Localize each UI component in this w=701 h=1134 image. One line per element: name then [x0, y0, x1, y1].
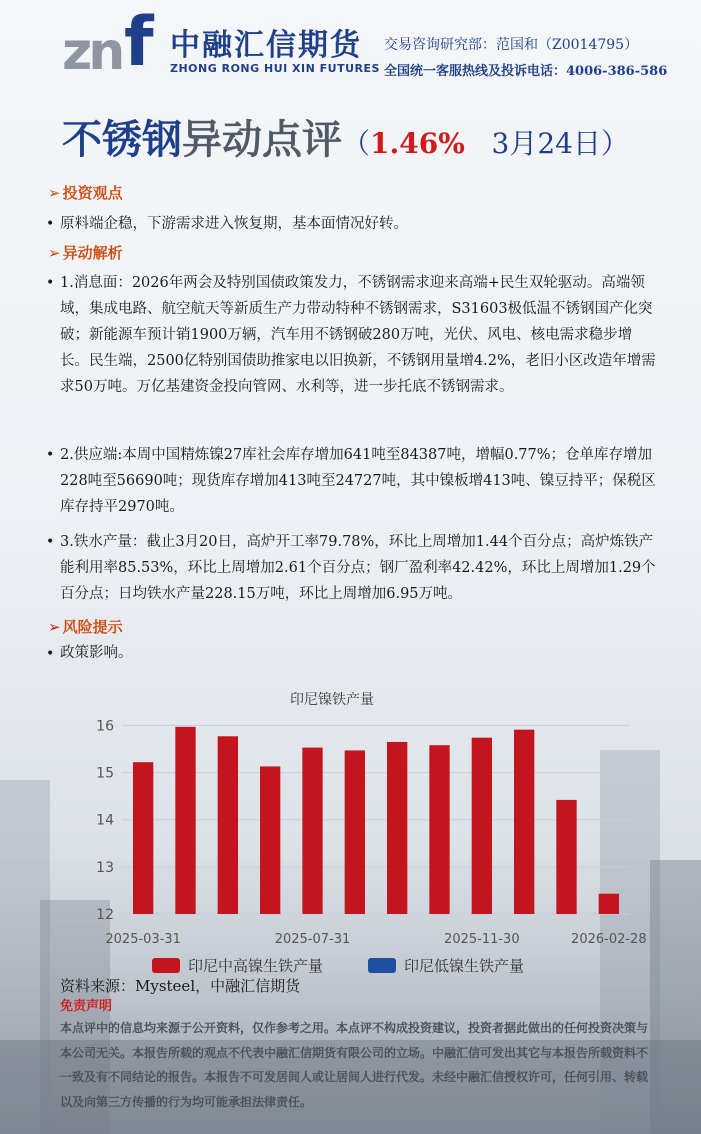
legend-label: 印尼低镍生铁产量	[404, 957, 525, 975]
disclaimer-title: 免责声明	[60, 999, 113, 1014]
section-risk	[48, 616, 123, 637]
bar-2025-05-31	[218, 736, 238, 914]
logo-mark-f: f	[124, 3, 154, 82]
bar-2025-10-31	[429, 745, 449, 914]
logo-mark-zn: zn	[62, 22, 122, 82]
bar-2026-01-31	[556, 800, 576, 914]
section-risk-title: 风险提示	[62, 618, 123, 636]
disclaimer-text: 本点评中的信息均来源于公开资料，仅作参考之用。本点评不构成投资建议，投资者据此做出的任何投资决策与本公司无关。本报告所载的观点不代表中融汇信期货有限公司的立场。中融汇信可发出其它与本报告所载资料不一致及有不同结论的报告。本报告不可发居间人或让居间人进行代发。未经中融汇信授权许可，任何引用、转载以及向第三方传播的行为均可能承担法律责任。	[60, 1021, 649, 1109]
legend-swatch	[152, 958, 180, 973]
logo-english-name: ZHONG RONG HUI XIN FUTURES	[170, 62, 380, 75]
y-tick-label: 15	[96, 765, 114, 782]
bar-2025-11-30	[472, 738, 492, 914]
analysis-point-2: 2.供应端:本周中国精炼镍27库社会库存增加641吨至84387吨，增幅0.77%；仓单库存增加228吨至56690吨；现货库存增加413吨至24727吨，其中镍板增413吨、镍豆持平；保税区库存持平2970吨。	[60, 447, 656, 515]
page-title	[62, 112, 629, 176]
x-tick-label: 2026-02-28	[571, 932, 647, 947]
analysis-point-3: 3.铁水产量：截止3月20日，高炉开工率79.78%，环比上周增加1.44个百分点；高炉炼铁产能利用率85.53%，环比上周增加2.61个百分点；钢厂盈利率42.42%，环比上周增加1.29个百分点；日均铁水产量228.15万吨，环比上周增加6.95万吨。	[60, 534, 656, 602]
title-date	[465, 127, 601, 160]
section-investment-view	[48, 182, 123, 203]
section-analysis	[48, 242, 123, 263]
title-product: 不锈钢	[62, 116, 182, 163]
title-change-pct: 1.46%	[370, 127, 465, 160]
bar-2025-09-30	[387, 742, 407, 914]
bullet-dot-icon: •	[46, 534, 55, 550]
title-paren-open: （	[342, 127, 371, 160]
y-tick-label: 16	[96, 718, 114, 735]
y-tick-label: 14	[96, 812, 114, 829]
section-analysis-title: 异动解析	[62, 244, 123, 262]
section-investment-view-title: 投资观点	[62, 184, 123, 202]
title-subject: 异动点评	[182, 116, 342, 163]
analysis-point-1: 1.消息面：2026年两会及特别国债政策发力，不锈钢需求迎来高端+民生双轮驱动。高端领域，集成电路、航空航天等新质生产力带动特种不锈钢需求，S31603极低温不锈钢国产化突破；新能源车预计销1900万辆，汽车用不锈钢破280万吨，光伏、风电、核电需求稳步增长。民生端，2500亿特别国债助推家电以旧换新，不锈钢用量增4.2%，老旧小区改造年增需求50万吨。万亿基建资金投向管网、水利等，进一步托底不锈钢需求。	[60, 275, 656, 395]
title-date-text: 3月24日	[491, 127, 601, 160]
legend-label: 印尼中高镍生铁产量	[188, 957, 324, 975]
x-tick-label: 2025-03-31	[105, 932, 181, 947]
bar-2025-04-30	[175, 727, 195, 914]
investment-view-text: 原料端企稳，下游需求进入恢复期，基本面情况好转。	[60, 216, 408, 232]
legend-swatch	[368, 958, 396, 973]
bullet-dot-icon: •	[46, 275, 55, 291]
right-arrow-icon: ➢	[48, 618, 61, 636]
bullet-dot-icon: •	[46, 216, 55, 232]
y-tick-label: 13	[96, 859, 114, 876]
bar-2025-06-30	[260, 766, 280, 914]
company-logo	[62, 3, 380, 82]
logo-chinese-name: 中融汇信期货	[170, 28, 362, 63]
bar-2025-12-31	[514, 730, 534, 914]
y-tick-label: 12	[96, 907, 114, 923]
bar-2025-03-31	[133, 762, 153, 914]
bullet-dot-icon: •	[46, 447, 55, 463]
x-tick-label: 2025-11-30	[444, 932, 520, 947]
hotline-contact: 全国统一客服热线及投诉电话：4006-386-586	[384, 64, 668, 79]
nickel-pig-iron-chart	[70, 680, 670, 980]
bar-2025-08-31	[345, 750, 365, 914]
data-source: 资料来源：Mysteel，中融汇信期货	[60, 977, 301, 995]
risk-text: 政策影响。	[60, 645, 133, 661]
x-tick-label: 2025-07-31	[274, 932, 351, 947]
analyst-contact: 交易咨询研究部：范国和（Z0014795）	[384, 37, 639, 53]
right-arrow-icon: ➢	[48, 184, 61, 202]
right-arrow-icon: ➢	[48, 244, 61, 262]
title-paren-close: ）	[600, 127, 629, 160]
bar-2025-07-31	[302, 748, 322, 914]
chart-title: 印尼镍铁产量	[290, 692, 374, 708]
bar-2026-02-28	[599, 894, 619, 914]
bullet-dot-icon: •	[46, 646, 55, 662]
